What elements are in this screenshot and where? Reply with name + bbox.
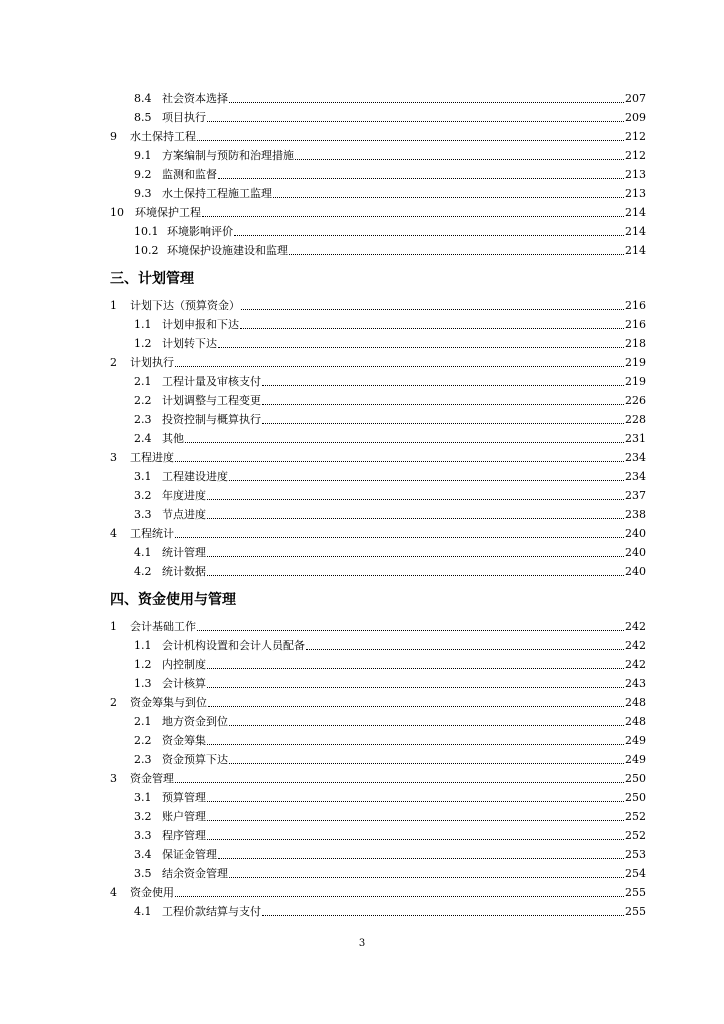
dot-leader (306, 648, 624, 650)
toc-entry-number: 4 (110, 886, 117, 899)
toc-section-heading: 三、计划管理 (110, 271, 194, 287)
toc-entry-page: 242 (625, 620, 646, 633)
dot-leader (207, 574, 624, 576)
toc-entry-page: 249 (625, 734, 646, 747)
toc-entry[interactable] (110, 296, 646, 315)
toc-entry-title: 社会资本选择 (162, 92, 228, 105)
dot-leader (207, 743, 624, 745)
toc-entry-title: 监测和监督 (162, 168, 217, 181)
toc-entry-number: 3 (110, 451, 117, 464)
toc-entry[interactable] (110, 902, 646, 921)
toc-entry[interactable] (110, 826, 646, 845)
toc-entry-number: 4.1 (134, 905, 152, 918)
toc-entry-number: 3.2 (134, 489, 152, 502)
toc-entry-page: 216 (625, 299, 646, 312)
toc-entry-title: 计划下达（预算资金） (130, 299, 240, 312)
dot-leader (240, 327, 624, 329)
toc-entry-title: 环境影响评价 (167, 225, 233, 238)
toc-entry-page: 255 (625, 905, 646, 918)
toc-section-heading: 四、资金使用与管理 (110, 592, 236, 608)
toc-entry[interactable] (110, 467, 646, 486)
toc-entry-number: 3.3 (134, 829, 152, 842)
toc-entry-number: 10 (110, 206, 124, 219)
toc-entry-title: 资金管理 (130, 772, 174, 785)
toc-entry-number: 1 (110, 620, 117, 633)
dot-leader (175, 781, 624, 783)
toc-entry-title: 资金使用 (130, 886, 174, 899)
toc-entry-page: 214 (625, 244, 646, 257)
toc-entry-title: 水土保持工程施工监理 (162, 187, 272, 200)
dot-leader (229, 876, 624, 878)
toc-entry-number: 9.2 (134, 168, 152, 181)
toc-entry-title: 会计核算 (162, 677, 206, 690)
toc-entry[interactable] (110, 617, 646, 636)
toc-entry-title: 其他 (162, 432, 184, 445)
toc-entry-title: 资金筹集与到位 (130, 696, 207, 709)
toc-entry[interactable] (110, 562, 646, 581)
dot-leader (208, 705, 624, 707)
toc-entry[interactable] (110, 334, 646, 353)
toc-entry-number: 9 (110, 130, 117, 143)
toc-entry-page: 209 (625, 111, 646, 124)
toc-entry-title: 水土保持工程 (130, 130, 196, 143)
toc-entry-number: 1.2 (134, 337, 152, 350)
toc-entry-title: 环境保护设施建设和监理 (167, 244, 288, 257)
toc-entry[interactable] (110, 543, 646, 562)
dot-leader (207, 120, 624, 122)
toc-entry[interactable] (110, 222, 646, 241)
toc-entry-number: 1.1 (134, 639, 152, 652)
toc-entry[interactable] (110, 391, 646, 410)
toc-entry[interactable] (110, 769, 646, 788)
toc-entry[interactable] (110, 108, 646, 127)
dot-leader (207, 686, 624, 688)
toc-entry-title: 工程价款结算与支付 (162, 905, 261, 918)
toc-entry[interactable] (110, 693, 646, 712)
toc-entry[interactable] (110, 184, 646, 203)
toc-entry-title: 工程建设进度 (162, 470, 228, 483)
dot-leader (207, 555, 624, 557)
dot-leader (262, 384, 624, 386)
toc-entry-page: 252 (625, 810, 646, 823)
toc-entry-number: 10.1 (134, 225, 159, 238)
toc-entry[interactable] (110, 429, 646, 448)
toc-entry[interactable] (110, 505, 646, 524)
toc-entry[interactable] (110, 674, 646, 693)
toc-entry-page: 212 (625, 149, 646, 162)
toc-entry[interactable] (110, 241, 646, 260)
toc-entry-title: 工程计量及审核支付 (162, 375, 261, 388)
dot-leader (207, 838, 624, 840)
toc-entry-page: 238 (625, 508, 646, 521)
toc-entry[interactable] (110, 731, 646, 750)
dot-leader (295, 158, 624, 160)
dot-leader (262, 422, 624, 424)
dot-leader (202, 215, 624, 217)
toc-entry[interactable] (110, 655, 646, 674)
dot-leader (175, 460, 624, 462)
toc-entry[interactable] (110, 353, 646, 372)
toc-entry-number: 8.4 (134, 92, 152, 105)
dot-leader (197, 139, 624, 141)
dot-leader (262, 914, 624, 916)
toc-entry-page: 214 (625, 206, 646, 219)
dot-leader (218, 177, 624, 179)
toc-entry-number: 10.2 (134, 244, 159, 257)
toc-entry-title: 统计管理 (162, 546, 206, 559)
toc-entry-number: 4.2 (134, 565, 152, 578)
toc-entry-page: 250 (625, 772, 646, 785)
toc-entry-title: 会计机构设置和会计人员配备 (162, 639, 305, 652)
page-number: 3 (358, 938, 366, 949)
toc-entry[interactable] (110, 127, 646, 146)
toc-entry-title: 预算管理 (162, 791, 206, 804)
dot-leader (229, 724, 624, 726)
toc-entry-title: 地方资金到位 (162, 715, 228, 728)
toc-entry-number: 4.1 (134, 546, 152, 559)
toc-entry-title: 计划申报和下达 (162, 318, 239, 331)
dot-leader (229, 101, 624, 103)
toc-entry-page: 248 (625, 715, 646, 728)
toc-entry-number: 3 (110, 772, 117, 785)
toc-entry[interactable] (110, 89, 646, 108)
toc-entry[interactable] (110, 165, 646, 184)
toc-entry-page: 234 (625, 470, 646, 483)
toc-entry-number: 3.3 (134, 508, 152, 521)
toc-entry-number: 1.3 (134, 677, 152, 690)
toc-entry-title: 内控制度 (162, 658, 206, 671)
dot-leader (262, 403, 624, 405)
toc-entry-page: 214 (625, 225, 646, 238)
toc-entry-page: 219 (625, 375, 646, 388)
toc-entry[interactable] (110, 750, 646, 769)
toc-entry[interactable] (110, 410, 646, 429)
toc-entry-page: 248 (625, 696, 646, 709)
toc-entry[interactable] (110, 883, 646, 902)
toc-entry[interactable] (110, 146, 646, 165)
toc-entry-page: 237 (625, 489, 646, 502)
toc-entry-title: 结余资金管理 (162, 867, 228, 880)
dot-leader (175, 536, 624, 538)
toc-entry-title: 工程进度 (130, 451, 174, 464)
toc-entry-page: 249 (625, 753, 646, 766)
toc-entry[interactable] (110, 203, 646, 222)
toc-entry-number: 2.4 (134, 432, 152, 445)
toc-entry-title: 节点进度 (162, 508, 206, 521)
toc-entry-title: 计划转下达 (162, 337, 217, 350)
toc-entry-number: 2.3 (134, 413, 152, 426)
toc-entry-page: 207 (625, 92, 646, 105)
dot-leader (241, 308, 624, 310)
toc-entry-number: 9.1 (134, 149, 152, 162)
toc-entry-number: 2.2 (134, 394, 152, 407)
toc-entry-title: 计划执行 (130, 356, 174, 369)
toc-entry-number: 2 (110, 356, 117, 369)
dot-leader (234, 234, 624, 236)
toc-entry-title: 计划调整与工程变更 (162, 394, 261, 407)
dot-leader (207, 498, 624, 500)
toc-entry[interactable] (110, 524, 646, 543)
toc-entry-number: 2.2 (134, 734, 152, 747)
toc-entry-title: 会计基础工作 (130, 620, 196, 633)
toc-entry-page: 234 (625, 451, 646, 464)
toc-entry-page: 231 (625, 432, 646, 445)
toc-entry-number: 3.5 (134, 867, 152, 880)
dot-leader (229, 762, 624, 764)
toc-entry-title: 环境保护工程 (135, 206, 201, 219)
toc-entry-page: 213 (625, 187, 646, 200)
toc-entry-title: 账户管理 (162, 810, 206, 823)
dot-leader (207, 517, 624, 519)
toc-entry-page: 226 (625, 394, 646, 407)
toc-entry-page: 240 (625, 546, 646, 559)
toc-entry-number: 3.1 (134, 470, 152, 483)
toc-entry-page: 219 (625, 356, 646, 369)
toc-entry-page: 253 (625, 848, 646, 861)
toc-entry-page: 212 (625, 130, 646, 143)
dot-leader (197, 629, 624, 631)
toc-entry-number: 9.3 (134, 187, 152, 200)
toc-entry-page: 242 (625, 639, 646, 652)
dot-leader (175, 895, 624, 897)
toc-entry-number: 1.1 (134, 318, 152, 331)
toc-entry-number: 2.1 (134, 375, 152, 388)
toc-entry-number: 8.5 (134, 111, 152, 124)
toc-entry-page: 213 (625, 168, 646, 181)
toc-entry-page: 240 (625, 565, 646, 578)
dot-leader (175, 365, 624, 367)
toc-entry[interactable] (110, 807, 646, 826)
toc-entry-page: 255 (625, 886, 646, 899)
toc-entry-title: 工程统计 (130, 527, 174, 540)
dot-leader (218, 346, 624, 348)
toc-entry-number: 1 (110, 299, 117, 312)
toc-entry-number: 2.3 (134, 753, 152, 766)
toc-entry-number: 2.1 (134, 715, 152, 728)
toc-entry[interactable] (110, 788, 646, 807)
dot-leader (289, 253, 624, 255)
toc-entry-page: 242 (625, 658, 646, 671)
toc-entry-title: 方案编制与预防和治理措施 (162, 149, 294, 162)
toc-entry[interactable] (110, 315, 646, 334)
toc-entry-page: 252 (625, 829, 646, 842)
toc-entry-page: 243 (625, 677, 646, 690)
toc-entry[interactable] (110, 372, 646, 391)
toc-entry-page: 254 (625, 867, 646, 880)
toc-entry-title: 统计数据 (162, 565, 206, 578)
toc-entry-title: 投资控制与概算执行 (162, 413, 261, 426)
dot-leader (229, 479, 624, 481)
toc-entry[interactable] (110, 845, 646, 864)
toc-entry-number: 1.2 (134, 658, 152, 671)
dot-leader (185, 441, 624, 443)
toc-entry-title: 资金预算下达 (162, 753, 228, 766)
dot-leader (273, 196, 624, 198)
dot-leader (218, 857, 624, 859)
toc-entry-number: 4 (110, 527, 117, 540)
toc-entry-number: 3.1 (134, 791, 152, 804)
toc-entry[interactable] (110, 448, 646, 467)
toc-entry-number: 2 (110, 696, 117, 709)
dot-leader (207, 819, 624, 821)
toc-entry[interactable] (110, 486, 646, 505)
dot-leader (207, 800, 624, 802)
toc-entry-page: 250 (625, 791, 646, 804)
toc-entry-title: 资金筹集 (162, 734, 206, 747)
toc-entry-title: 保证金管理 (162, 848, 217, 861)
toc-entry-title: 项目执行 (162, 111, 206, 124)
toc-entry-page: 216 (625, 318, 646, 331)
toc-entry-title: 年度进度 (162, 489, 206, 502)
toc-entry[interactable] (110, 636, 646, 655)
toc-entry[interactable] (110, 864, 646, 883)
toc-entry[interactable] (110, 712, 646, 731)
table-of-contents (110, 89, 646, 921)
toc-entry-title: 程序管理 (162, 829, 206, 842)
toc-entry-page: 218 (625, 337, 646, 350)
toc-entry-page: 228 (625, 413, 646, 426)
toc-entry-number: 3.2 (134, 810, 152, 823)
toc-entry-page: 240 (625, 527, 646, 540)
dot-leader (207, 667, 624, 669)
toc-entry-number: 3.4 (134, 848, 152, 861)
